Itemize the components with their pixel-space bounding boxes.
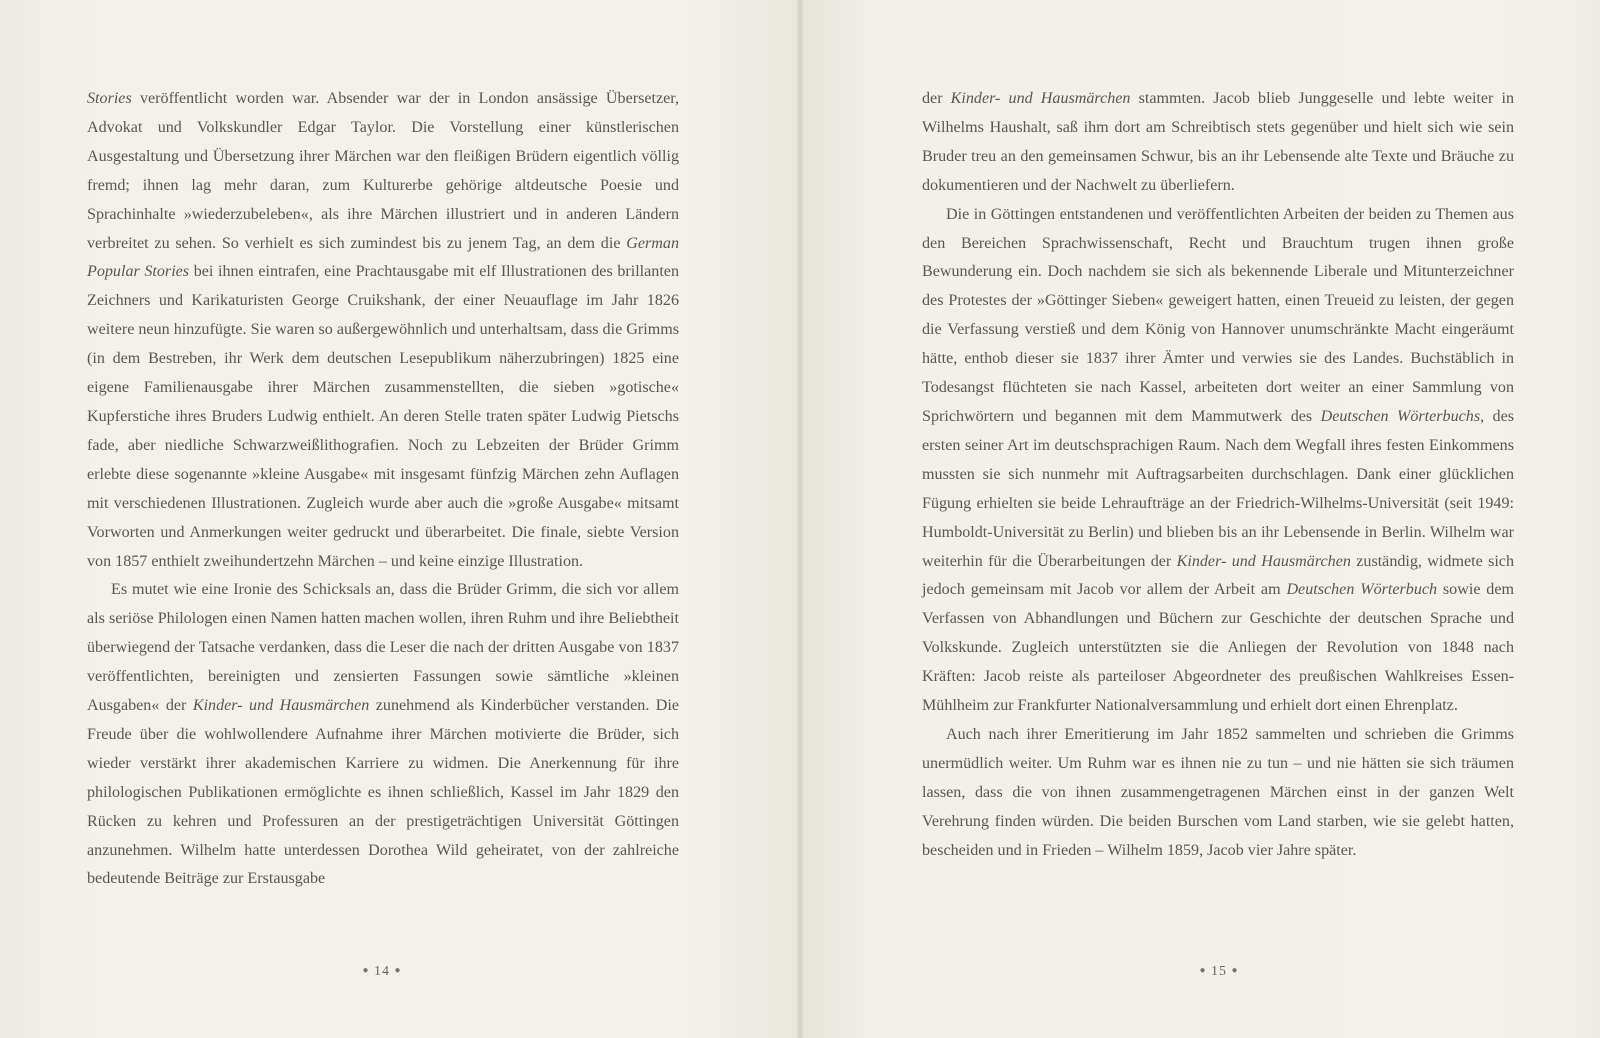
right-page-number bbox=[1159, 964, 1279, 980]
italic-title: Deutschen Wörterbuchs bbox=[1320, 407, 1481, 425]
text-run: Auch nach ihrer Emeritierung im Jahr 1852 sammelten und schrieben die Grimms unermüdlich weiter. Um Ruhm war es ihnen nie zu tun – und nie hätten sie sich träumen lassen, dass die von ihnen zusammengetragenen Märchen einst in der ganzen Welt Verehrung finden würden. Die beiden Burschen vom Land starben, wie sie gelebt hatten, bescheiden und in Frieden – Wilhelm 1859, Jacob vier Jahre später. bbox=[922, 725, 1514, 859]
italic-title: Kinder- und Hausmärchen bbox=[192, 697, 370, 715]
text-run: Die in Göttingen entstandenen und veröffentlichten Arbeiten der beiden zu Themen aus den Bereichen Sprachwissenschaft, Recht und Brauchtum trugen ihnen große Bewunderung ein. Doch nachdem sie sich als bekennende Liberale und Mitunterzeichner des Protestes der »Göttinger Sieben« geweigert hatten, einen Treueid zu leisten, der gegen die Verfassung verstieß und dem König von Hannover unumschränkte Macht eingeräumt hätte, enthob dieser sie 1837 ihrer Ämter und verwies sie des Landes. Buchstäblich in Todesangst flüchteten sie nach Kassel, arbeiteten dort weiter an einer Sammlung von Sprichwörtern und begannen mit dem Mammutwerk des bbox=[922, 205, 1514, 425]
paragraph bbox=[87, 85, 679, 576]
paragraph bbox=[922, 721, 1514, 866]
paragraph bbox=[922, 201, 1514, 721]
italic-title: Deutschen Wörterbuch bbox=[1286, 581, 1438, 599]
italic-title: German Popular Stories bbox=[87, 234, 679, 281]
bullet-icon: ● bbox=[1231, 965, 1239, 976]
page-number-label: 14 bbox=[374, 964, 390, 979]
left-page-text bbox=[87, 85, 679, 894]
bullet-icon: ● bbox=[362, 965, 370, 976]
right-page bbox=[800, 0, 1600, 1038]
text-run: zunehmend als Kinderbücher verstanden. Die Freude über die wohlwollendere Aufnahme ihrer Märchen motivierte die Brüder, sich wieder verstärkt ihrer akademischen Karriere zu widmen. Die Anerkennung für ihre philologischen Publikationen ermöglichte es ihnen schließlich, Kassel im Jahr 1829 den Rücken zu kehren und Professuren an der prestigeträchtigen Universität Göttingen anzunehmen. Wilhelm hatte unterdessen Dorothea Wild geheiratet, von der zahlreiche bedeutende Beiträge zur Erstausgabe bbox=[87, 697, 680, 888]
text-run: zuständig, widmete sich jedoch gemeinsam mit Jacob vor allem der Arbeit am bbox=[922, 552, 1514, 599]
page-number-label: 15 bbox=[1211, 964, 1227, 979]
text-run: der bbox=[922, 90, 951, 107]
italic-title: Kinder- und Hausmärchen bbox=[950, 90, 1131, 107]
right-page-text bbox=[922, 85, 1514, 865]
text-run: Es mutet wie eine Ironie des Schicksals an, dass die Brüder Grimm, die sich vor allem als seriöse Philologen einen Namen hatten machen wollen, ihren Ruhm und ihre Beliebtheit überwiegend der Tatsache verdanken, dass die Leser die nach der dritten Ausgabe von 1837 veröffentlichten, bereinigten und zensierten Fassungen sowie sämtliche »kleinen Ausgaben« der bbox=[87, 581, 679, 715]
paragraph bbox=[922, 85, 1514, 201]
text-run: sowie dem Verfassen von Abhandlungen und Büchern zur Geschichte der deutschen Sprache und Volkskunde. Zugleich unterstützten sie die Anliegen der Revolution von 1848 nach Kräften: Jacob reiste als parteiloser Abgeordneter des preußischen Wahlkreises Essen-Mühlheim zur Frankfurter Nationalversammlung und erhielt dort einen Ehrenplatz. bbox=[922, 581, 1514, 715]
left-page-number bbox=[322, 964, 442, 980]
text-run: veröffentlicht worden war. Absender war der in London ansässige Übersetzer, Advokat und Volkskundler Edgar Taylor. Die Vorstellung einer künstlerischen Ausgestaltung und Übersetzung ihrer Märchen war den fleißigen Brüdern eigentlich völlig fremd; ihnen lag mehr daran, zum Kulturerbe gehörige altdeutsche Poesie und Sprachinhalte »wiederzubeleben«, als ihre Märchen illustriert und in anderen Ländern verbreitet zu sehen. So verhielt es sich zumindest bis zu jenem Tag, an dem die bbox=[87, 90, 679, 252]
text-run: stammten. Jacob blieb Junggeselle und lebte weiter in Wilhelms Haushalt, saß ihm dort am Schreibtisch stets gegenüber und hielt sich wie sein Bruder treu an den gemeinsamen Schwur, bis an ihr Lebensende alte Texte und Bräuche zu dokumentieren und der Nachwelt zu überliefern. bbox=[922, 90, 1515, 194]
bullet-icon: ● bbox=[394, 965, 402, 976]
italic-title: Stories bbox=[87, 90, 132, 107]
book-gutter bbox=[797, 0, 803, 1038]
bullet-icon: ● bbox=[1199, 965, 1207, 976]
italic-title: Kinder- und Hausmärchen bbox=[1176, 552, 1351, 570]
text-run: bei ihnen eintrafen, eine Prachtausgabe mit elf Illustrationen des brillanten Zeichners und Karikaturisten George Cruikshank, der einer Neuauflage im Jahr 1826 weitere neun hinzufügte. Sie waren so außergewöhnlich und unterhaltsam, dass die Grimms (in dem Bestreben, ihr Werk dem deutschen Lesepublikum näherzubringen) 1825 eine eigene Familienausgabe ihrer Märchen zusammenstellten, die sieben »gotische« Kupferstiche ihres Bruders Ludwig enthielt. An deren Stelle traten später Ludwig Pietschs fade, aber niedliche Schwarzweißlithografien. Noch zu Lebzeiten der Brüder Grimm erlebte diese sogenannte »kleine Ausgabe« mit insgesamt fünfzig Märchen zehn Auflagen mit verschiedenen Illustrationen. Zugleich wurde aber auch die »große Ausgabe« mitsamt Vorworten und Anmerkungen weiter gedruckt und überarbeitet. Die finale, siebte Version von 1857 enthielt zweihundertzehn Märchen – und keine einzige Illustration. bbox=[87, 263, 679, 570]
text-run: , des ersten seiner Art im deutschsprachigen Raum. Nach dem Wegfall ihres festen Einkommens mussten sie sich nunmehr mit Auftragsarbeiten durchschlagen. Dank einer glücklichen Fügung erhielten sie beide Lehraufträge an der Friedrich-Wilhelms-Universität (seit 1949: Humboldt-Universität zu Berlin) und blieben bis an ihr Lebensende in Berlin. Wilhelm war weiterhin für die Überarbeitungen der bbox=[922, 407, 1515, 570]
paragraph bbox=[87, 576, 679, 894]
